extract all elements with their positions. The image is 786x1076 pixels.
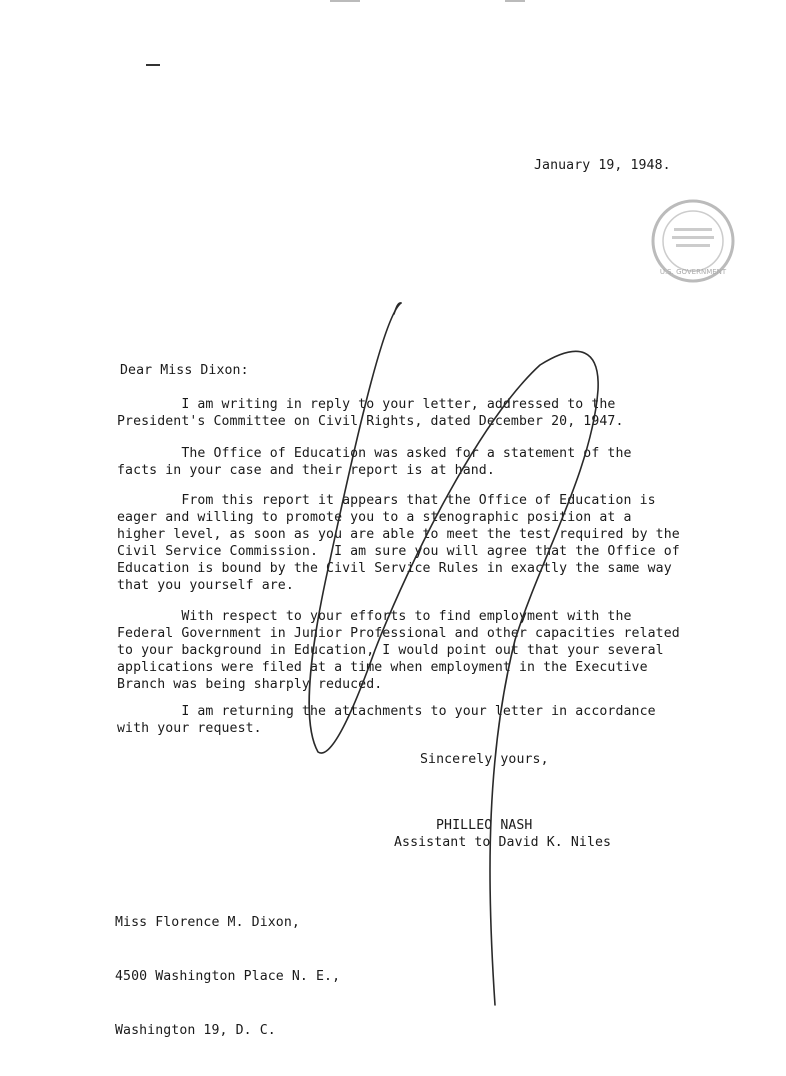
address-line: 4500 Washington Place N. E., xyxy=(115,969,341,984)
paragraph-office-of-education: The Office of Education was asked for a statement of the facts in your case and their report is at hand. xyxy=(117,446,632,478)
closing: Sincerely yours, xyxy=(420,752,549,767)
address-line: Washington 19, D. C. xyxy=(115,1023,276,1038)
salutation: Dear Miss Dixon: xyxy=(120,363,249,378)
letter-date: January 19, 1948. xyxy=(534,158,671,173)
paragraph-attachments: I am returning the attachments to your letter in accordance with your request. xyxy=(117,704,656,736)
scan-artifact xyxy=(505,0,525,2)
paragraph-employment: With respect to your efforts to find employment with the Federal Government in Junior Professional and other capacities related to your background in Education, I would point out that your several applications were filed at a time when employment in the Executive Branch was being sharply reduced. xyxy=(117,609,680,692)
signer-name: PHILLEO NASH xyxy=(436,818,533,833)
receipt-stamp xyxy=(650,198,736,284)
stamp-text: U.S. GOVERNMENT xyxy=(659,268,727,276)
scan-mark xyxy=(146,64,160,66)
scan-artifact xyxy=(330,0,360,2)
address-line: Miss Florence M. Dixon, xyxy=(115,915,300,930)
pen-stroke-tip xyxy=(394,303,401,314)
paragraph-report: From this report it appears that the Office of Education is eager and willing to promote you to a stenographic position at a higher level, as soon as you are able to meet the test required by the Civil Service Commission. I am sure you will agree that the Office of Education is bound by the Civil Service Rules in exactly the same way that you yourself are. xyxy=(117,493,680,593)
paragraph-reply: I am writing in reply to your letter, addressed to the President's Committee on Civil Rights, dated December 20, 1947. xyxy=(117,397,624,429)
signer-title: Assistant to David K. Niles xyxy=(394,835,612,850)
recipient-address xyxy=(115,878,340,1076)
